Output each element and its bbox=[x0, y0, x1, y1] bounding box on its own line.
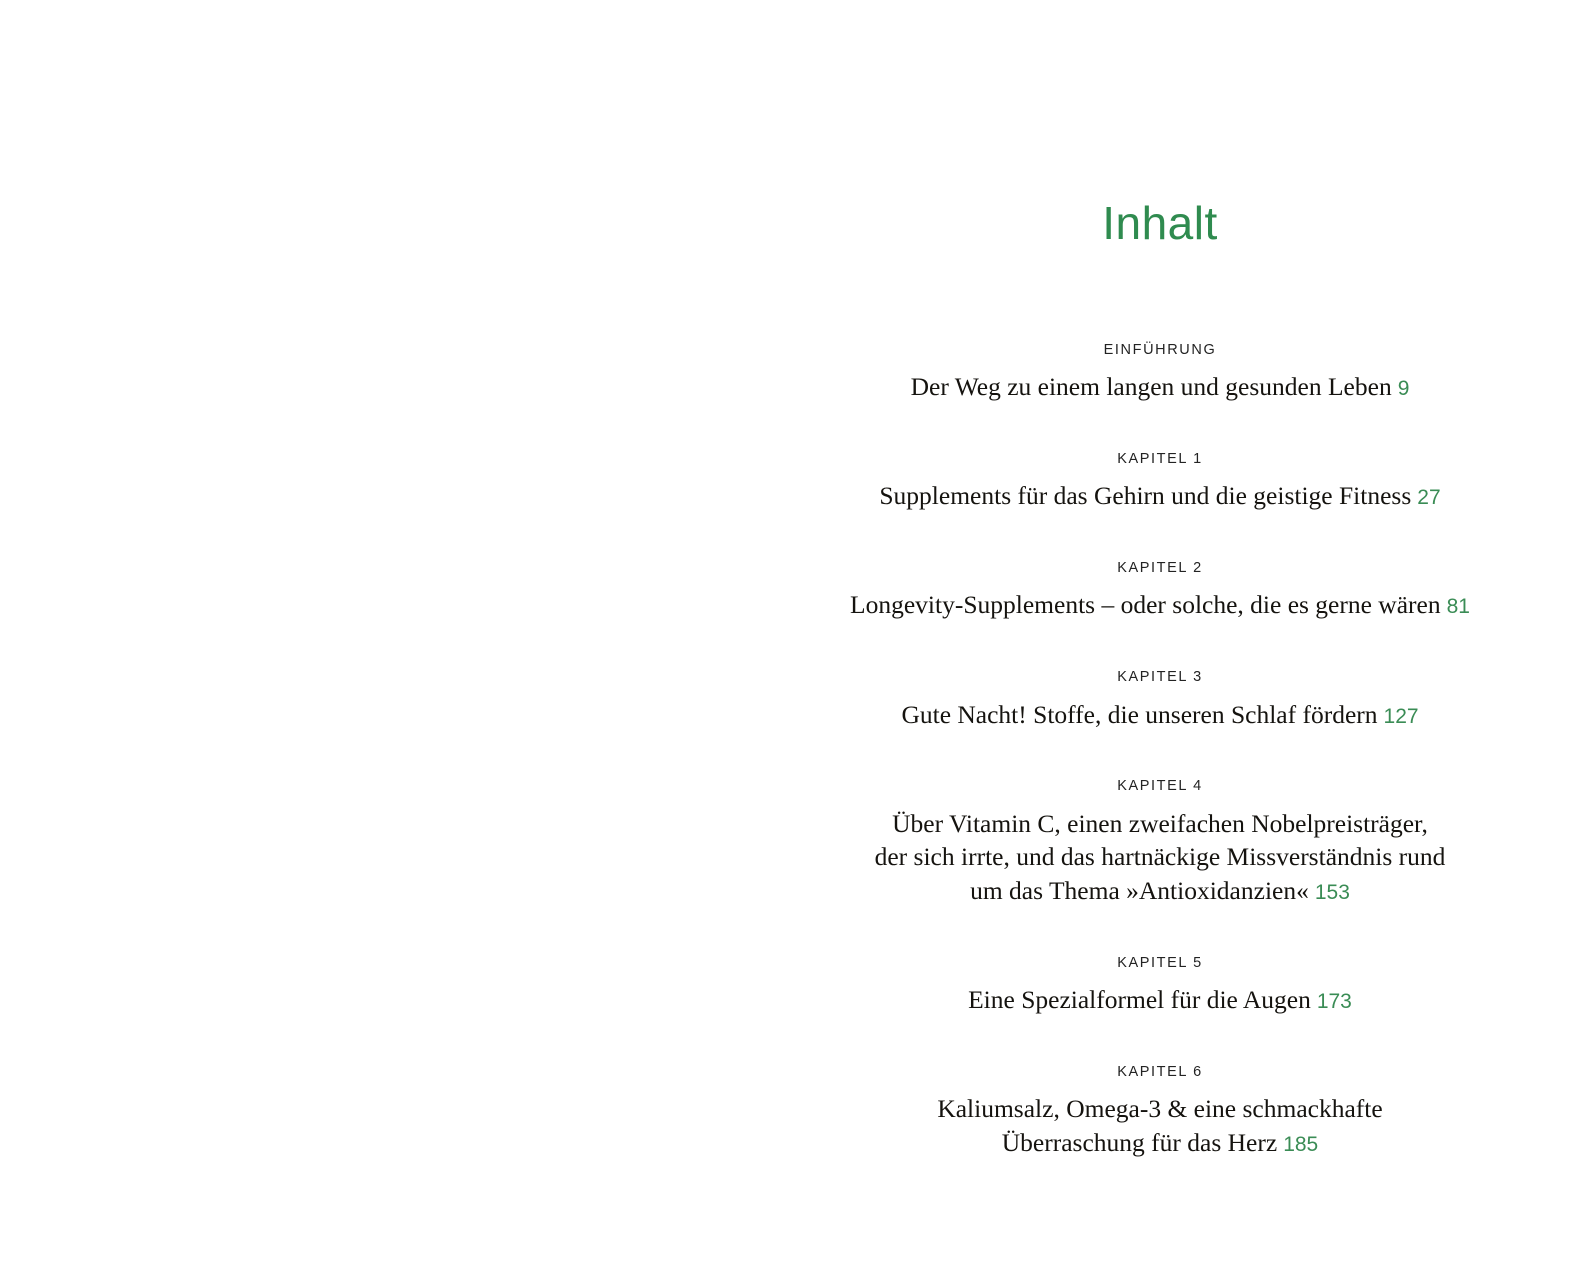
toc-entry-line bbox=[830, 1092, 1490, 1159]
toc-entry-line bbox=[830, 588, 1490, 622]
toc-entry[interactable] bbox=[830, 778, 1490, 907]
toc-entry-list bbox=[830, 342, 1490, 1159]
toc-entry[interactable] bbox=[830, 342, 1490, 404]
toc-entry-line bbox=[830, 983, 1490, 1017]
toc-entry-title-last bbox=[830, 874, 1490, 908]
toc-entry-kicker: KAPITEL 2 bbox=[1117, 560, 1203, 577]
toc-entry-line bbox=[830, 807, 1490, 908]
table-of-contents bbox=[830, 197, 1490, 1159]
toc-entry-title: Überraschung für das Herz bbox=[1001, 1127, 1278, 1157]
toc-entry-page-number: 173 bbox=[1316, 989, 1352, 1013]
toc-entry-page-number: 153 bbox=[1314, 880, 1350, 904]
toc-entry[interactable] bbox=[830, 451, 1490, 513]
toc-entry-page-number: 81 bbox=[1446, 595, 1470, 619]
toc-entry-page-number: 9 bbox=[1397, 377, 1410, 401]
toc-entry-kicker: KAPITEL 1 bbox=[1117, 451, 1203, 468]
toc-entry-title: um das Thema »Antioxidanzien« bbox=[970, 875, 1309, 905]
page-title: Inhalt bbox=[1102, 197, 1218, 249]
toc-entry-kicker: EINFÜHRUNG bbox=[1103, 342, 1217, 358]
toc-entry-line bbox=[830, 479, 1490, 513]
toc-entry-kicker: KAPITEL 6 bbox=[1117, 1063, 1203, 1080]
toc-entry-title: Über Vitamin C, einen zweifachen Nobelpreisträger, bbox=[892, 808, 1428, 838]
toc-entry-kicker: KAPITEL 5 bbox=[1117, 954, 1203, 971]
toc-entry-line bbox=[830, 370, 1490, 404]
toc-entry[interactable] bbox=[830, 955, 1490, 1017]
toc-entry[interactable] bbox=[830, 669, 1490, 731]
toc-entry-title: Gute Nacht! Stoffe, die unseren Schlaf fördern bbox=[901, 699, 1378, 729]
toc-entry-kicker: KAPITEL 3 bbox=[1117, 669, 1203, 686]
toc-entry-title: der sich irrte, und das hartnäckige Missverständnis rund bbox=[874, 842, 1446, 872]
toc-entry-page-number: 127 bbox=[1383, 704, 1419, 728]
toc-entry-kicker: KAPITEL 4 bbox=[1117, 778, 1203, 795]
toc-entry[interactable] bbox=[830, 560, 1490, 622]
toc-entry-title: Der Weg zu einem langen und gesunden Leben bbox=[910, 372, 1392, 402]
toc-entry-title: Longevity-Supplements – oder solche, die es gerne wären bbox=[850, 590, 1441, 620]
toc-entry-page-number: 185 bbox=[1283, 1132, 1319, 1156]
toc-entry-title: Supplements für das Gehirn und die geistige Fitness bbox=[879, 481, 1412, 511]
toc-entry-title-last bbox=[830, 1126, 1490, 1160]
toc-entry-page-number: 27 bbox=[1417, 486, 1441, 510]
toc-entry-title: Eine Spezialformel für die Augen bbox=[968, 984, 1311, 1014]
toc-entry-line bbox=[830, 698, 1490, 732]
toc-entry[interactable] bbox=[830, 1064, 1490, 1160]
toc-entry-title: Kaliumsalz, Omega-3 & eine schmackhafte bbox=[937, 1093, 1383, 1123]
